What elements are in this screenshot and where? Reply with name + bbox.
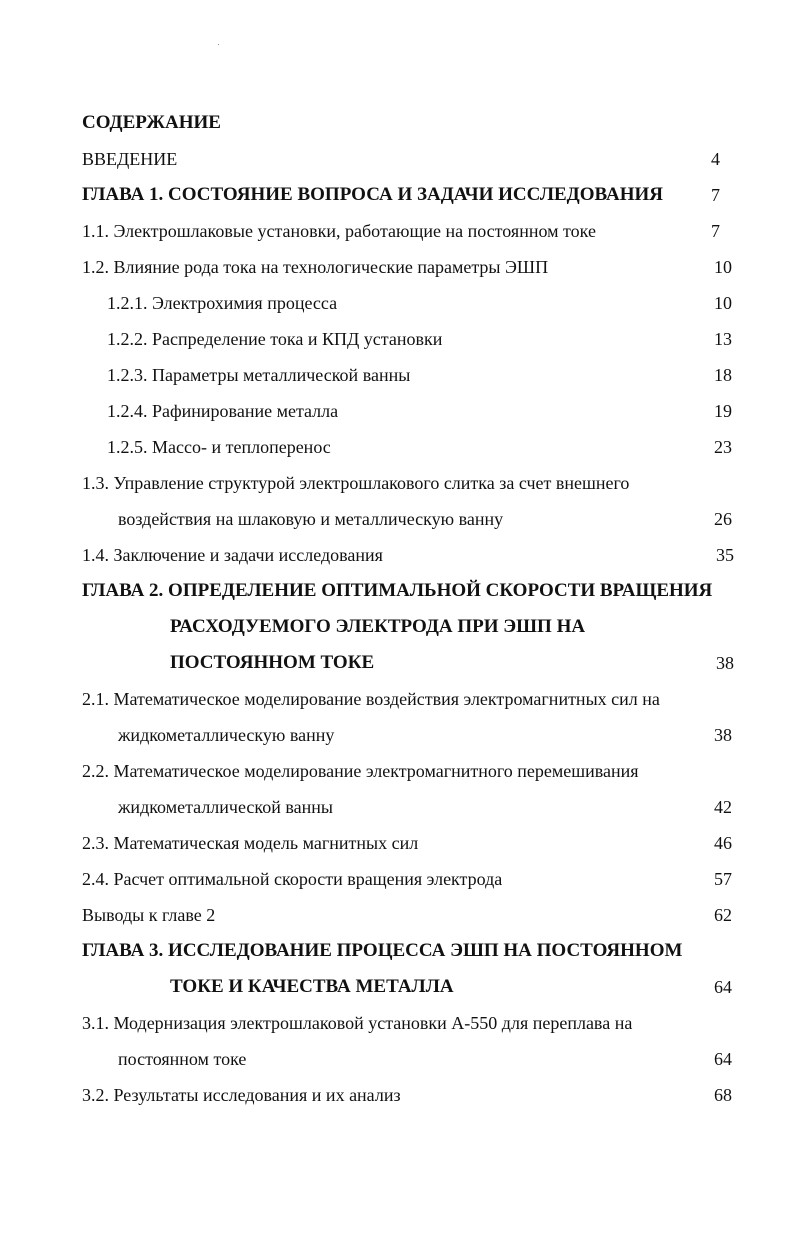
toc-entry-subsection: 1.2.4. Рафинирование металла [107,401,339,421]
toc-page-number: 64 [714,977,732,997]
toc-entry-chapter-1: ГЛАВА 1. СОСТОЯНИЕ ВОПРОСА И ЗАДАЧИ ИССЛЕДОВАНИЯ [82,184,664,205]
toc-entry-chapter-2: ГЛАВА 2. ОПРЕДЕЛЕНИЕ ОПТИМАЛЬНОЙ СКОРОСТИ ВРАЩЕНИЯ [82,580,713,601]
toc-page-number: 35 [716,545,734,565]
toc-entry-continuation: постоянном токе [118,1049,247,1069]
toc-page-number: 38 [714,725,732,745]
toc-page-number: 4 [711,149,720,169]
toc-entry-section: 1.2. Влияние рода тока на технологические параметры ЭШП [82,257,549,277]
toc-title: СОДЕРЖАНИЕ [82,112,221,133]
toc-entry-chapter-2-cont: ПОСТОЯННОМ ТОКЕ [170,652,375,673]
toc-page-number: 38 [716,653,734,673]
toc-page-number: 10 [714,257,732,277]
toc-page-number: 18 [714,365,732,385]
toc-entry-section: 1.4. Заключение и задачи исследования [82,545,383,565]
toc-page-number: 7 [711,185,720,205]
toc-entry-section: 3.1. Модернизация электрошлаковой установки А-550 для переплава на [82,1013,633,1033]
toc-entry-section: 1.3. Управление структурой электрошлакового слитка за счет внешнего [82,473,630,493]
toc-entry-subsection: 1.2.3. Параметры металлической ванны [107,365,411,385]
toc-page-number: 19 [714,401,732,421]
toc-entry-subsection: 1.2.5. Массо- и теплоперенос [107,437,331,457]
toc-entry-section: 2.2. Математическое моделирование электромагнитного перемешивания [82,761,639,781]
toc-page-number: 64 [714,1049,732,1069]
scan-speck [218,44,219,45]
toc-page-number: 42 [714,797,732,817]
toc-entry-continuation: воздействия на шлаковую и металлическую ванну [118,509,504,529]
toc-entry-subsection: 1.2.1. Электрохимия процесса [107,293,338,313]
toc-page-number: 13 [714,329,732,349]
toc-entry-section: 1.1. Электрошлаковые установки, работающие на постоянном токе [82,221,596,241]
toc-page-number: 46 [714,833,732,853]
toc-entry-section: 2.4. Расчет оптимальной скорости вращения электрода [82,869,503,889]
toc-entry-chapter-3-cont: ТОКЕ И КАЧЕСТВА МЕТАЛЛА [170,976,454,997]
toc-entry-introduction: ВВЕДЕНИЕ [82,149,178,169]
toc-entry-continuation: жидкометаллическую ванну [118,725,335,745]
toc-entry-section: 3.2. Результаты исследования и их анализ [82,1085,401,1105]
toc-entry-subsection: 1.2.2. Распределение тока и КПД установки [107,329,443,349]
toc-page-number: 23 [714,437,732,457]
toc-page-number: 57 [714,869,732,889]
toc-entry-section: 2.3. Математическая модель магнитных сил [82,833,419,853]
toc-entry-section: 2.1. Математическое моделирование воздействия электромагнитных сил на [82,689,660,709]
toc-page-number: 10 [714,293,732,313]
toc-entry-chapter-2-cont: РАСХОДУЕМОГО ЭЛЕКТРОДА ПРИ ЭШП НА [170,616,586,637]
toc-entry-chapter-3: ГЛАВА 3. ИССЛЕДОВАНИЕ ПРОЦЕССА ЭШП НА ПОСТОЯННОМ [82,940,683,961]
toc-page-number: 68 [714,1085,732,1105]
toc-page-number: 26 [714,509,732,529]
toc-page-number: 62 [714,905,732,925]
toc-page-number: 7 [711,221,720,241]
toc-entry-conclusions: Выводы к главе 2 [82,905,216,925]
toc-entry-continuation: жидкометаллической ванны [118,797,333,817]
